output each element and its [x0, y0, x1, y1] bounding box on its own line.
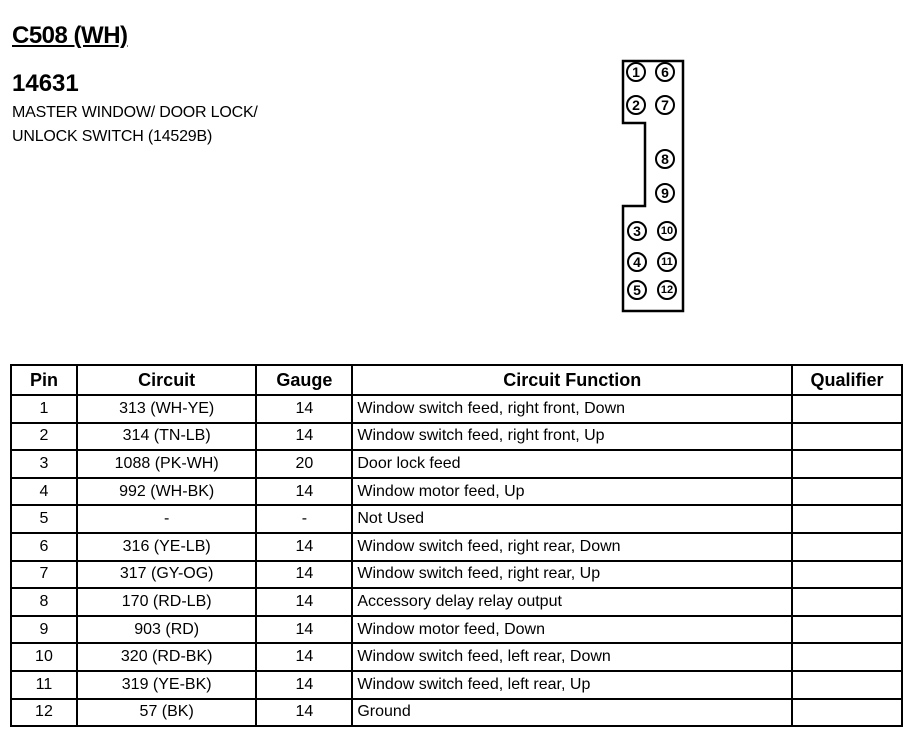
circuit-function-cell: Window switch feed, right front, Down [352, 395, 792, 423]
connector-pin-10 [658, 222, 676, 240]
connector-pin-4 [628, 253, 646, 271]
pin-cell: 7 [11, 561, 77, 589]
circuit-function-cell: Window switch feed, right rear, Down [352, 533, 792, 561]
gauge-cell: 20 [256, 450, 352, 478]
connector-pin-6 [656, 63, 674, 81]
connector-pin-11 [658, 253, 676, 271]
qualifier-cell [792, 505, 902, 533]
circuit-cell: 57 (BK) [77, 699, 257, 727]
pin-cell: 10 [11, 643, 77, 671]
circuit-cell: 316 (YE-LB) [77, 533, 257, 561]
circuit-cell: 319 (YE-BK) [77, 671, 257, 699]
connector-pin-1 [627, 63, 645, 81]
qualifier-cell [792, 561, 902, 589]
component-description-line2: UNLOCK SWITCH (14529B) [12, 128, 213, 145]
pin-cell: 3 [11, 450, 77, 478]
table-row [11, 699, 902, 727]
table-row [11, 643, 902, 671]
qualifier-cell [792, 395, 902, 423]
circuit-function-cell: Window switch feed, left rear, Down [352, 643, 792, 671]
circuit-function-cell: Window switch feed, left rear, Up [352, 671, 792, 699]
pinout-table [10, 364, 903, 727]
pin-cell: 12 [11, 699, 77, 727]
circuit-function-cell: Accessory delay relay output [352, 588, 792, 616]
circuit-cell: 903 (RD) [77, 616, 257, 644]
connector-pin-8 [656, 150, 674, 168]
svg-text:11: 11 [661, 256, 673, 268]
gauge-cell: 14 [256, 588, 352, 616]
connector-pin-3 [628, 222, 646, 240]
connector-pin-2 [627, 96, 645, 114]
gauge-cell: 14 [256, 478, 352, 506]
svg-text:12: 12 [660, 284, 674, 296]
table-row [11, 588, 902, 616]
table-row [11, 616, 902, 644]
column-header-qualifier: Qualifier [792, 365, 902, 395]
svg-text:6: 6 [661, 64, 669, 80]
circuit-function-cell: Window motor feed, Down [352, 616, 792, 644]
qualifier-cell [792, 588, 902, 616]
gauge-cell: 14 [256, 699, 352, 727]
column-header-gauge: Gauge [256, 365, 352, 395]
gauge-cell: 14 [256, 671, 352, 699]
svg-text:2: 2 [632, 97, 640, 113]
qualifier-cell [792, 671, 902, 699]
svg-text:1: 1 [632, 64, 640, 80]
circuit-cell: 320 (RD-BK) [77, 643, 257, 671]
table-row [11, 395, 902, 423]
connector-pin-7 [656, 96, 674, 114]
connector-id: C508 (WH) [12, 22, 128, 49]
qualifier-cell [792, 450, 902, 478]
gauge-cell: - [256, 505, 352, 533]
svg-text:4: 4 [633, 254, 641, 270]
component-description-line1: MASTER WINDOW/ DOOR LOCK/ [12, 104, 258, 121]
table-row [11, 671, 902, 699]
gauge-cell: 14 [256, 423, 352, 451]
pin-cell: 8 [11, 588, 77, 616]
circuit-cell: 313 (WH-YE) [77, 395, 257, 423]
qualifier-cell [792, 616, 902, 644]
svg-text:8: 8 [661, 151, 669, 167]
circuit-function-cell: Window motor feed, Up [352, 478, 792, 506]
qualifier-cell [792, 699, 902, 727]
circuit-function-cell: Not Used [352, 505, 792, 533]
connector-pin-12 [658, 281, 676, 299]
connector-pin-5 [628, 281, 646, 299]
circuit-cell: 992 (WH-BK) [77, 478, 257, 506]
circuit-cell: 170 (RD-LB) [77, 588, 257, 616]
table-header-row [11, 365, 902, 395]
pin-cell: 2 [11, 423, 77, 451]
pin-cell: 5 [11, 505, 77, 533]
part-number: 14631 [12, 70, 79, 97]
qualifier-cell [792, 643, 902, 671]
qualifier-cell [792, 533, 902, 561]
svg-text:5: 5 [633, 282, 641, 298]
pin-cell: 11 [11, 671, 77, 699]
circuit-cell: 1088 (PK-WH) [77, 450, 257, 478]
circuit-function-cell: Window switch feed, right front, Up [352, 423, 792, 451]
table-row [11, 533, 902, 561]
gauge-cell: 14 [256, 561, 352, 589]
svg-text:10: 10 [660, 225, 674, 237]
table-row [11, 423, 902, 451]
gauge-cell: 14 [256, 616, 352, 644]
table-row [11, 450, 902, 478]
connector-pin-9 [656, 184, 674, 202]
qualifier-cell [792, 478, 902, 506]
table-row [11, 505, 902, 533]
circuit-cell: 317 (GY-OG) [77, 561, 257, 589]
svg-text:7: 7 [661, 97, 669, 113]
column-header-circuit: Circuit [77, 365, 257, 395]
connector-face-diagram [615, 55, 689, 315]
circuit-cell: 314 (TN-LB) [77, 423, 257, 451]
table-row [11, 561, 902, 589]
gauge-cell: 14 [256, 643, 352, 671]
circuit-function-cell: Door lock feed [352, 450, 792, 478]
svg-text:9: 9 [661, 185, 669, 201]
table-row [11, 478, 902, 506]
svg-text:3: 3 [633, 223, 641, 239]
circuit-cell: - [77, 505, 257, 533]
gauge-cell: 14 [256, 533, 352, 561]
column-header-pin: Pin [11, 365, 77, 395]
column-header-circuit-function: Circuit Function [352, 365, 792, 395]
circuit-function-cell: Window switch feed, right rear, Up [352, 561, 792, 589]
qualifier-cell [792, 423, 902, 451]
circuit-function-cell: Ground [352, 699, 792, 727]
pin-cell: 4 [11, 478, 77, 506]
pin-cell: 9 [11, 616, 77, 644]
pin-cell: 1 [11, 395, 77, 423]
gauge-cell: 14 [256, 395, 352, 423]
pin-cell: 6 [11, 533, 77, 561]
